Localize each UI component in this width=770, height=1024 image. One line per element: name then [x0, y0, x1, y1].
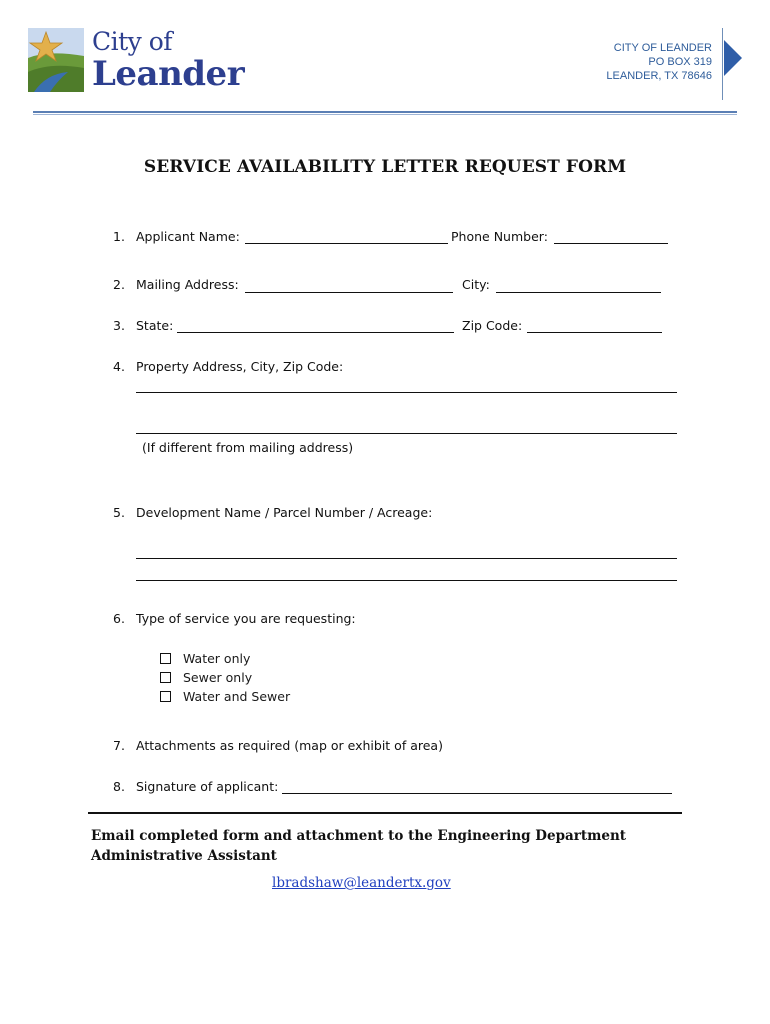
- option-label: Sewer only: [183, 670, 253, 685]
- checkbox-icon[interactable]: [160, 691, 171, 702]
- header-rule-secondary: [33, 114, 737, 115]
- city-field[interactable]: [496, 292, 661, 293]
- address-line: PO BOX 319: [648, 56, 712, 68]
- development-field-line1[interactable]: [136, 558, 677, 559]
- city-address: [606, 41, 712, 83]
- zip-code-field[interactable]: [527, 332, 662, 333]
- email-link[interactable]: lbradshaw@leandertx.gov: [272, 875, 451, 891]
- address-line: CITY OF LEANDER: [613, 42, 712, 54]
- property-address-label: Property Address, City, Zip Code:: [136, 359, 344, 374]
- logo-line-city-of: City of: [92, 27, 173, 56]
- state-label: State:: [136, 318, 174, 333]
- email-instruction: Email completed form and attachment to the Engineering Department Administrative Assistant: [91, 828, 627, 864]
- water-and-sewer-option[interactable]: [160, 689, 290, 704]
- item-number: 3.: [113, 318, 125, 333]
- signature-label: Signature of applicant:: [136, 779, 279, 794]
- sewer-only-option[interactable]: [160, 670, 252, 685]
- property-address-note: (If different from mailing address): [142, 440, 354, 455]
- option-label: Water only: [183, 651, 251, 666]
- attachments-label: Attachments as required (map or exhibit of area): [136, 738, 443, 753]
- property-address-field-line1[interactable]: [136, 392, 677, 393]
- phone-number-label: Phone Number:: [451, 229, 548, 244]
- applicant-name-field[interactable]: [245, 243, 448, 244]
- city-logo-icon: [28, 28, 84, 92]
- item-number: 5.: [113, 505, 125, 520]
- applicant-name-label: Applicant Name:: [136, 229, 240, 244]
- development-field-line2[interactable]: [136, 580, 677, 581]
- flag-arrow-icon: [724, 40, 742, 76]
- address-line: LEANDER, TX 78646: [606, 70, 712, 82]
- signature-field[interactable]: [282, 793, 672, 794]
- development-name-label: Development Name / Parcel Number / Acreage:: [136, 505, 433, 520]
- form-title: SERVICE AVAILABILITY LETTER REQUEST FORM: [143, 157, 627, 177]
- phone-number-field[interactable]: [554, 243, 668, 244]
- zip-code-label: Zip Code:: [462, 318, 523, 333]
- section-divider: [88, 812, 682, 814]
- item-number: 4.: [113, 359, 125, 374]
- city-logo-wordmark: [92, 28, 244, 92]
- item-number: 8.: [113, 779, 125, 794]
- state-field[interactable]: [177, 332, 454, 333]
- checkbox-icon[interactable]: [160, 672, 171, 683]
- property-address-field-line2[interactable]: [136, 433, 677, 434]
- item-number: 2.: [113, 277, 125, 292]
- mailing-address-field[interactable]: [245, 292, 453, 293]
- water-only-option[interactable]: [160, 651, 250, 666]
- service-type-label: Type of service you are requesting:: [136, 611, 356, 626]
- mailing-address-label: Mailing Address:: [136, 277, 239, 292]
- item-number: 6.: [113, 611, 125, 626]
- header-rule: [33, 111, 737, 113]
- logo-line-leander: Leander: [92, 54, 245, 94]
- item-number: 7.: [113, 738, 125, 753]
- option-label: Water and Sewer: [183, 689, 291, 704]
- checkbox-icon[interactable]: [160, 653, 171, 664]
- header-divider: [722, 28, 723, 100]
- item-number: 1.: [113, 229, 125, 244]
- city-label: City:: [462, 277, 490, 292]
